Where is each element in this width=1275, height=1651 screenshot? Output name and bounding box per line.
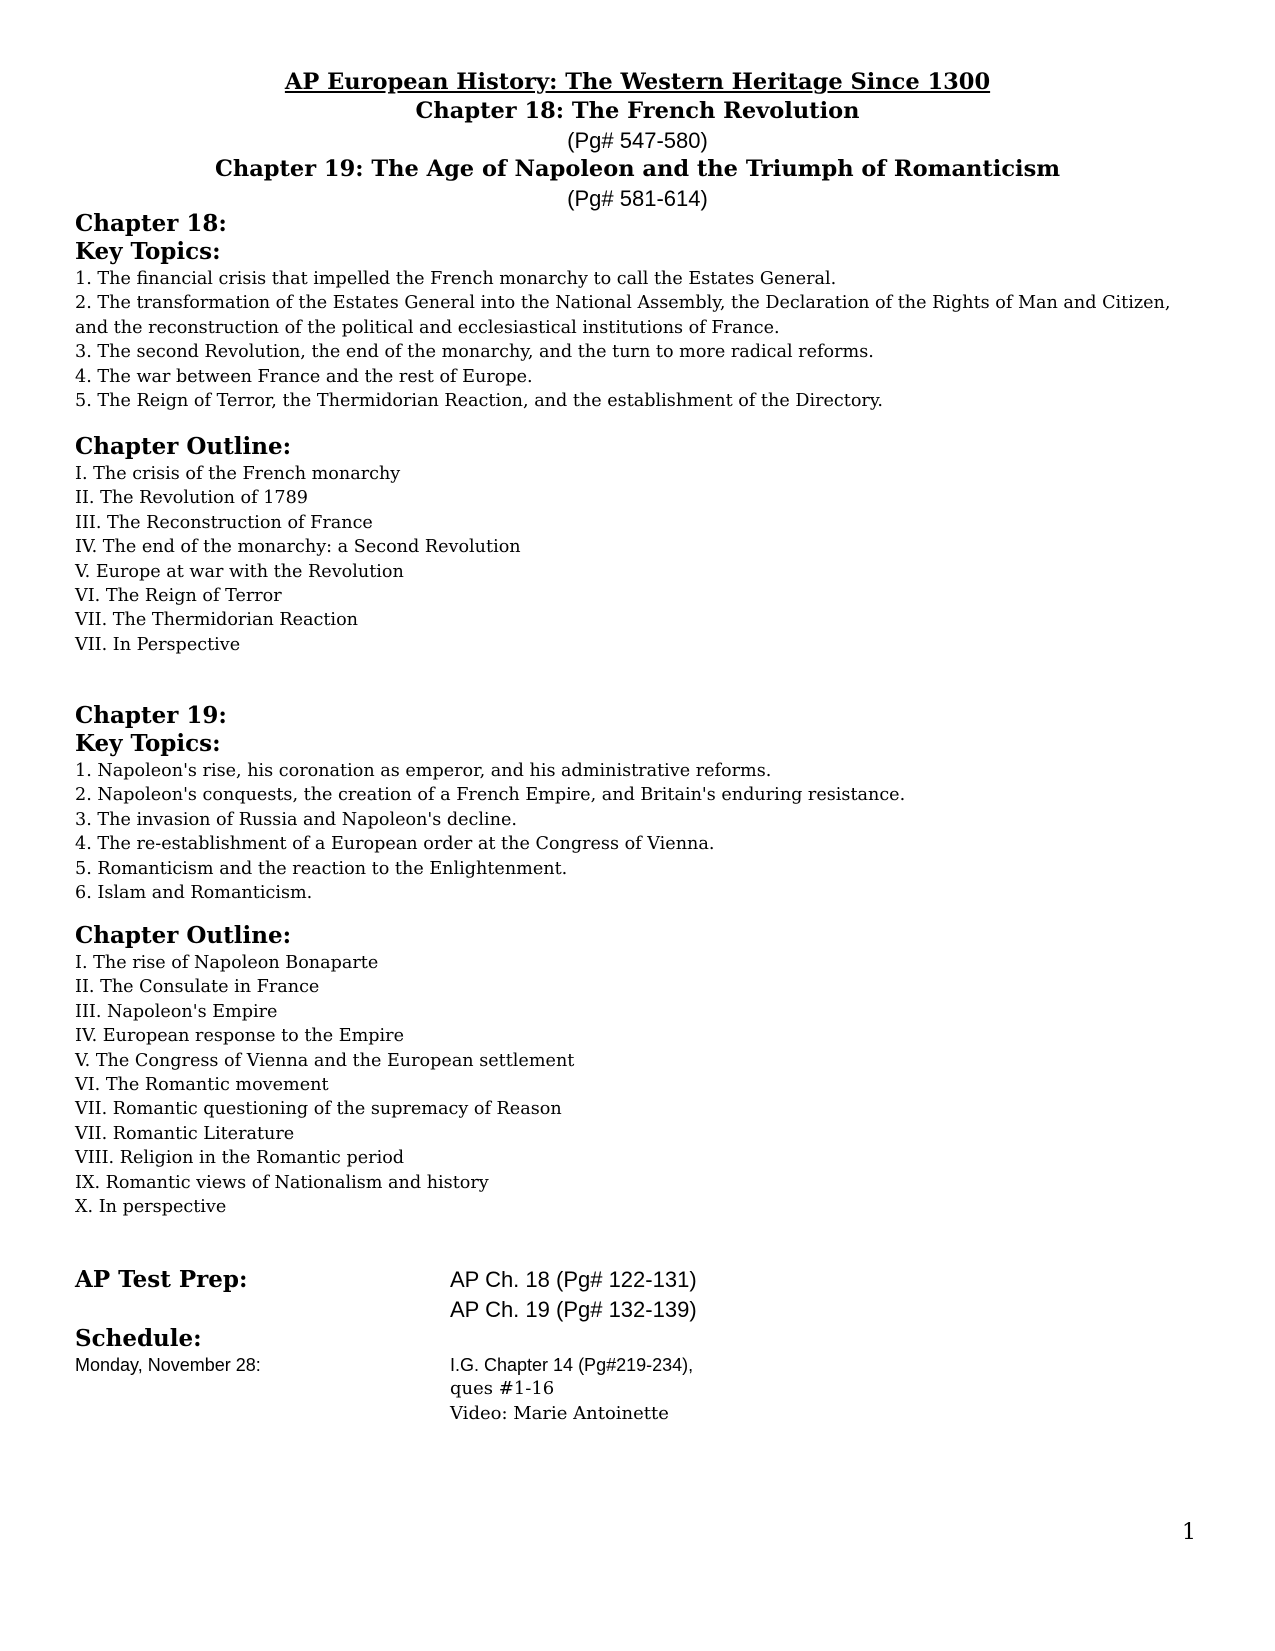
list-item: III. Napoleon's Empire: [75, 1001, 278, 1022]
schedule-day: Monday, November 28:: [75, 1355, 261, 1375]
list-item: IX. Romantic views of Nationalism and history: [75, 1172, 489, 1193]
chapter18-title: Chapter 18: The French Revolution: [415, 98, 860, 124]
list-item: 3. The invasion of Russia and Napoleon's decline.: [75, 809, 517, 830]
list-item: 3. The second Revolution, the end of the monarchy, and the turn to more radical reforms.: [75, 342, 874, 363]
schedule-line: I.G. Chapter 14 (Pg#219-234),: [450, 1355, 694, 1375]
list-item: 1. Napoleon's rise, his coronation as emperor, and his administrative reforms.: [75, 761, 772, 781]
test-prep-label: AP Test Prep:: [75, 1266, 248, 1293]
list-item: 4. The war between France and the rest of Europe.: [75, 366, 533, 387]
chapter19-key-topics-heading: Key Topics:: [75, 730, 221, 757]
chapter18-key-topics-list: [75, 267, 1195, 413]
list-item: 5. The Reign of Terror, the Thermidorian Reaction, and the establishment of the Directory.: [75, 391, 884, 412]
list-item: V. Europe at war with the Revolution: [75, 561, 404, 582]
list-item: X. In perspective: [75, 1197, 227, 1218]
list-item: III. The Reconstruction of France: [75, 512, 373, 533]
list-item: 5. Romanticism and the reaction to the Enlightenment.: [75, 858, 568, 879]
chapter19-title: Chapter 19: The Age of Napoleon and the Triumph of Romanticism: [214, 156, 1061, 182]
list-item: VIII. Religion in the Romantic period: [75, 1148, 405, 1169]
course-title: AP European History: The Western Heritage Since 1300: [284, 69, 991, 95]
list-item: V. The Congress of Vienna and the European settlement: [75, 1050, 575, 1071]
chapter18-outline-heading: Chapter Outline:: [75, 433, 292, 460]
chapter18-pages: (Pg# 547-580): [567, 128, 708, 153]
page-number: 1: [1182, 1520, 1196, 1545]
list-item: VII. In Perspective: [75, 634, 241, 655]
test-prep-item: AP Ch. 19 (Pg# 132-139): [450, 1297, 697, 1322]
list-item: VII. Romantic Literature: [75, 1123, 295, 1144]
chapter19-heading: Chapter 19:: [75, 702, 227, 729]
schedule-heading: Schedule:: [75, 1325, 202, 1352]
chapter19-outline-heading: Chapter Outline:: [75, 922, 292, 949]
chapter18-heading: Chapter 18:: [75, 210, 227, 237]
list-item: VII. Romantic questioning of the supremacy of Reason: [75, 1099, 562, 1120]
document-header: [0, 68, 1275, 213]
schedule-line: ques #1-16: [450, 1378, 555, 1400]
test-prep-items: [450, 1265, 697, 1325]
list-item: II. The Revolution of 1789: [75, 488, 308, 509]
list-item: 4. The re-establishment of a European order at the Congress of Vienna.: [75, 834, 715, 855]
list-item: II. The Consulate in France: [75, 977, 320, 998]
chapter18-key-topics-heading: Key Topics:: [75, 238, 221, 265]
test-prep-item: AP Ch. 18 (Pg# 122-131): [450, 1267, 697, 1292]
list-item: VI. The Romantic movement: [75, 1075, 329, 1096]
list-item: 1. The financial crisis that impelled the French monarchy to call the Estates General.: [75, 269, 837, 289]
list-item: VI. The Reign of Terror: [75, 586, 282, 607]
list-item: 2. Napoleon's conquests, the creation of a French Empire, and Britain's enduring resistance.: [75, 785, 906, 806]
list-item: VII. The Thermidorian Reaction: [75, 610, 358, 631]
list-item: I. The rise of Napoleon Bonaparte: [75, 953, 379, 973]
list-item: I. The crisis of the French monarchy: [75, 464, 401, 484]
schedule-line: Video: Marie Antoinette: [450, 1402, 669, 1424]
list-item: 6. Islam and Romanticism.: [75, 883, 313, 904]
list-item: 2. The transformation of the Estates General into the National Assembly, the Declaration of the Rights of Man and Citizen, and the reconstruction of the political and ecclesiastical institutions of France.: [75, 293, 1171, 338]
chapter18-outline-list: [75, 462, 1195, 657]
schedule-entry: [450, 1353, 693, 1426]
list-item: IV. European response to the Empire: [75, 1026, 404, 1047]
chapter19-outline-list: [75, 951, 1195, 1219]
chapter19-pages: (Pg# 581-614): [567, 186, 708, 211]
list-item: IV. The end of the monarchy: a Second Revolution: [75, 537, 521, 558]
chapter19-key-topics-list: [75, 759, 1195, 905]
